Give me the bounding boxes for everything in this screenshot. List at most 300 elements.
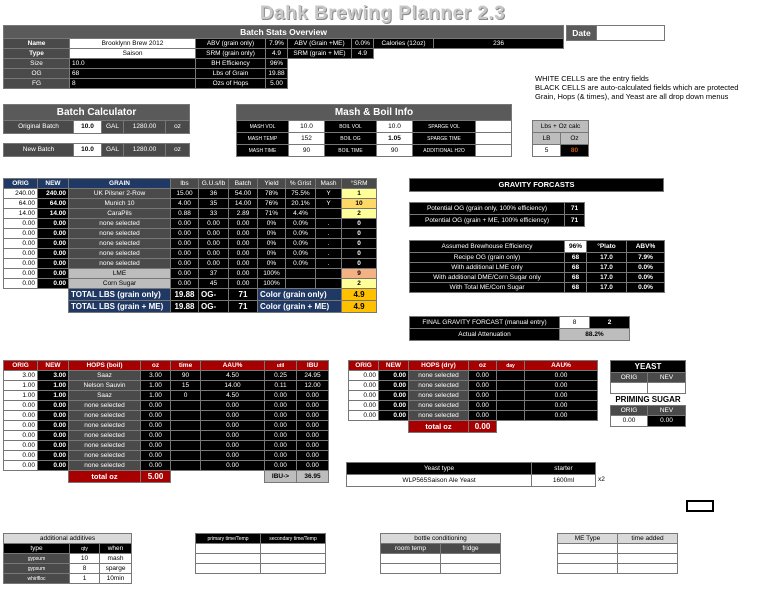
grain-new-value: 0.00: [38, 269, 69, 279]
hop-time-select[interactable]: [171, 411, 201, 421]
hop-new-value: 1.00: [38, 381, 69, 391]
col-header: type: [4, 544, 70, 554]
col-header: time: [171, 361, 201, 371]
grain-select[interactable]: none selected: [69, 259, 171, 269]
me-type-label: ME Type: [558, 534, 618, 544]
hop-select[interactable]: none selected: [69, 421, 141, 431]
grain-grist: 0.0%: [286, 229, 316, 239]
grain-grist: 0.0%: [286, 239, 316, 249]
spacer: [349, 421, 409, 433]
hops-total-label: total oz: [69, 471, 141, 483]
size-label: Size: [4, 59, 70, 69]
hop-time-select[interactable]: [171, 431, 201, 441]
grain-yield: 0%: [258, 239, 286, 249]
yeast-new-field[interactable]: [648, 383, 686, 394]
grain-lbs: 0.00: [171, 249, 199, 259]
hop-select[interactable]: none selected: [69, 401, 141, 411]
additive-when-field[interactable]: mash: [100, 554, 132, 564]
grain-srm: 10: [342, 199, 377, 209]
total-me-label: TOTAL LBS (grain + ME): [69, 301, 171, 313]
mash-vol-field[interactable]: 10.0: [289, 121, 325, 133]
room-temp-field[interactable]: [381, 564, 441, 574]
additional-h2o-field[interactable]: [476, 145, 512, 157]
dry-orig-field[interactable]: 0.00: [349, 411, 379, 421]
me-time-field[interactable]: [618, 544, 678, 554]
grain-gu: 0.00: [199, 229, 229, 239]
grain-gu: 33: [199, 209, 229, 219]
original-oz-value: 1280.00: [124, 121, 166, 134]
grain-new-value: 0.00: [38, 279, 69, 289]
grain-yield: 100%: [258, 269, 286, 279]
hop-time-select[interactable]: [171, 421, 201, 431]
additive-row: [4, 554, 132, 564]
me-type-table: [557, 533, 678, 574]
hop-new-value: 3.00: [38, 371, 69, 381]
hop-time-select[interactable]: [171, 401, 201, 411]
gravity-og: 68: [565, 263, 587, 273]
hop-new-value: 0.00: [38, 431, 69, 441]
fermentation-table: [195, 533, 326, 574]
dry-header-row: [349, 361, 598, 371]
sparge-vol-field[interactable]: [476, 121, 512, 133]
priming-sugar-header: PRIMING SUGAR: [611, 394, 686, 406]
size-value: 10.0: [70, 59, 196, 69]
grain-select[interactable]: none selected: [69, 229, 171, 239]
hop-oz: 0.00: [141, 401, 171, 411]
mash-boil-table: [236, 104, 512, 157]
hop-orig-field[interactable]: 0.00: [4, 451, 38, 461]
dry-hop-select[interactable]: none selected: [409, 391, 469, 401]
grain-mash: [316, 209, 342, 219]
grain-srm: 0: [342, 249, 377, 259]
hop-select[interactable]: none selected: [69, 461, 141, 471]
grain-lbs: 0.88: [171, 209, 199, 219]
grain-orig-field[interactable]: 0.00: [4, 269, 38, 279]
oz-label: Oz: [561, 133, 589, 145]
instructions: [535, 74, 763, 101]
plato-header: °Plato: [587, 241, 627, 253]
dry-hop-select[interactable]: none selected: [409, 381, 469, 391]
dry-orig-field[interactable]: 0.00: [349, 381, 379, 391]
priming-orig-field[interactable]: 0.00: [611, 416, 648, 427]
yeast-orig-field[interactable]: [611, 383, 648, 394]
col-header: ORIG: [4, 179, 38, 189]
grain-header-row: [4, 179, 377, 189]
grain-batch: 0.00: [229, 249, 258, 259]
dry-hops-row: [349, 391, 598, 401]
dry-total-value: 0.00: [469, 421, 497, 433]
color-grain-label: Color (grain only): [258, 289, 342, 301]
grain-batch: 14.00: [229, 199, 258, 209]
grain-orig-field[interactable]: 0.00: [4, 249, 38, 259]
additive-qty-field[interactable]: 1: [70, 574, 100, 584]
room-temp-field[interactable]: [381, 554, 441, 564]
hops-row: [4, 401, 329, 411]
col-header: GRAIN: [69, 179, 171, 189]
grain-orig-field[interactable]: 0.00: [4, 219, 38, 229]
assumed-efficiency-field[interactable]: 96%: [565, 241, 587, 253]
srm-me-label: SRM (grain + ME): [288, 49, 352, 59]
fg-label: FG: [4, 79, 70, 89]
dry-hops-row: [349, 411, 598, 421]
grain-orig-field[interactable]: 64.00: [4, 199, 38, 209]
lb-field[interactable]: 5: [533, 145, 561, 157]
spacer: [4, 134, 190, 144]
col-header: Mash: [316, 179, 342, 189]
batch-stats-table: [3, 25, 564, 89]
potential-og-me-label: Potential OG (grain + ME, 100% efficiency): [410, 215, 565, 227]
grain-mash: .: [316, 249, 342, 259]
dry-aau: 0.00: [525, 401, 598, 411]
spacer: [288, 79, 564, 89]
col-header: oz: [141, 361, 171, 371]
gravity-row-label: With Total ME/Corn Sugar: [410, 283, 565, 293]
grain-mash: [316, 279, 342, 289]
spacer: [171, 471, 265, 483]
additives-header: additional additives: [4, 534, 132, 544]
hop-time-select[interactable]: [171, 461, 201, 471]
hop-ibu: 0.00: [297, 391, 329, 401]
starter-field[interactable]: 1600ml: [532, 475, 596, 487]
col-header: Batch: [229, 179, 258, 189]
gravity-plato: 17.0: [587, 283, 627, 293]
grain-yield: 76%: [258, 199, 286, 209]
grain-yield: 0%: [258, 219, 286, 229]
hop-orig-field[interactable]: 0.00: [4, 421, 38, 431]
hop-select[interactable]: Nelson Sauvin: [69, 381, 141, 391]
grain-select[interactable]: LME: [69, 269, 171, 279]
dry-aau: 0.00: [525, 371, 598, 381]
hop-select[interactable]: none selected: [69, 441, 141, 451]
og-value: 71: [229, 289, 258, 301]
additive-qty-field[interactable]: 10: [70, 554, 100, 564]
new-batch-field[interactable]: 10.0: [74, 144, 102, 157]
mash-time-label: MASH TIME: [237, 145, 289, 157]
grain-mash: .: [316, 239, 342, 249]
grain-srm: 0: [342, 229, 377, 239]
hops-row: [4, 421, 329, 431]
final-gravity-value: 2: [590, 317, 630, 329]
col-header: % Grist: [286, 179, 316, 189]
primary-temp-field[interactable]: [196, 544, 261, 554]
spacer: [288, 69, 564, 79]
hop-time-select[interactable]: 15: [171, 381, 201, 391]
col-header: AAU%: [525, 361, 598, 371]
grain-grist: 4.4%: [286, 209, 316, 219]
dry-orig-field[interactable]: 0.00: [349, 371, 379, 381]
selected-cell[interactable]: [686, 500, 714, 512]
additives-table: [3, 533, 132, 584]
me-time-label: time added: [618, 534, 678, 544]
boil-time-field[interactable]: 90: [377, 145, 413, 157]
hop-time-select[interactable]: 90: [171, 371, 201, 381]
dry-new-value: 0.00: [379, 411, 409, 421]
me-time-field[interactable]: [618, 564, 678, 574]
dry-hop-select[interactable]: none selected: [409, 401, 469, 411]
hop-aau: 14.00: [201, 381, 265, 391]
grain-new-value: 0.00: [38, 229, 69, 239]
dry-day: [497, 401, 525, 411]
note-line: BLACK CELLS are auto-calculated fields which are protected: [535, 83, 739, 92]
grain-lbs: 0.00: [171, 279, 199, 289]
grain-gu: 0.00: [199, 239, 229, 249]
dry-hop-select[interactable]: none selected: [409, 371, 469, 381]
me-time-field[interactable]: [618, 554, 678, 564]
hop-oz: 0.00: [141, 421, 171, 431]
hop-ibu: 12.00: [297, 381, 329, 391]
hop-orig-field[interactable]: 0.00: [4, 431, 38, 441]
yeast-type-field[interactable]: WLP565Saison Ale Yeast: [347, 475, 532, 487]
priming-orig-label: ORIG: [611, 406, 648, 416]
hop-orig-field[interactable]: 0.00: [4, 461, 38, 471]
srm-me-value: 4.9: [352, 49, 374, 59]
dry-day: [497, 411, 525, 421]
attenuation-value: 88.2%: [560, 329, 630, 341]
additional-h2o-label: ADDITIONAL H2O: [413, 145, 476, 157]
grain-select[interactable]: none selected: [69, 239, 171, 249]
name-field[interactable]: Brooklynn Brew 2012: [70, 39, 196, 49]
col-header: oz: [469, 361, 497, 371]
grain-orig-field[interactable]: 0.00: [4, 279, 38, 289]
dry-new-value: 0.00: [379, 381, 409, 391]
grain-lbs: 0.00: [171, 259, 199, 269]
gravity-plato: 17.0: [587, 263, 627, 273]
starter-multiplier-note: x2: [598, 476, 605, 483]
hops-row: [4, 391, 329, 401]
grain-select[interactable]: Corn Sugar: [69, 279, 171, 289]
additive-type-field[interactable]: whirlfloc: [4, 574, 70, 584]
hop-orig-field[interactable]: 0.00: [4, 401, 38, 411]
secondary-temp-field[interactable]: [261, 554, 326, 564]
grain-batch: 0.00: [229, 229, 258, 239]
col-header: °SRM: [342, 179, 377, 189]
hop-select[interactable]: none selected: [69, 411, 141, 421]
total-grain-label: TOTAL LBS (grain only): [69, 289, 171, 301]
lb-label: LB: [533, 133, 561, 145]
oz-label: oz: [166, 144, 190, 157]
dry-new-value: 0.00: [379, 391, 409, 401]
priming-new-value: 0.00: [648, 416, 686, 427]
lbs-oz-calc-header: Lbs + Oz calc: [533, 121, 589, 133]
hop-time-select[interactable]: [171, 451, 201, 461]
hop-oz: 0.00: [141, 431, 171, 441]
grain-mash: .: [316, 219, 342, 229]
starter-label: starter: [532, 463, 596, 475]
grain-orig-field[interactable]: 0.00: [4, 239, 38, 249]
priming-new-label: NEV: [648, 406, 686, 416]
fridge-field[interactable]: [441, 564, 501, 574]
gravity-header-table: [409, 178, 664, 192]
hop-time-select[interactable]: 0: [171, 391, 201, 401]
og-value: 68: [70, 69, 196, 79]
hop-util: 0.00: [265, 431, 297, 441]
col-header: lbs: [171, 179, 199, 189]
secondary-temp-field[interactable]: [261, 544, 326, 554]
hop-select[interactable]: none selected: [69, 431, 141, 441]
gravity-abv: 0.0%: [627, 283, 665, 293]
color-me-value: 4.9: [342, 301, 377, 313]
date-field[interactable]: [597, 26, 665, 41]
grain-grist: 20.1%: [286, 199, 316, 209]
hop-util: 0.00: [265, 461, 297, 471]
gravity-abv: 7.9%: [627, 253, 665, 263]
grain-batch: 2.89: [229, 209, 258, 219]
yeast-header: YEAST: [611, 361, 686, 373]
grain-new-value: 14.00: [38, 209, 69, 219]
grain-orig-field[interactable]: 240.00: [4, 189, 38, 199]
col-header: ORIG: [349, 361, 379, 371]
yeast-table: [610, 360, 686, 427]
grain-orig-field[interactable]: 14.00: [4, 209, 38, 219]
col-header: NEW: [38, 361, 69, 371]
boil-hops-table: [3, 360, 329, 483]
dry-day: [497, 381, 525, 391]
grain-lbs: 15.00: [171, 189, 199, 199]
hop-new-value: 0.00: [38, 421, 69, 431]
mash-boil-header: Mash & Boil Info: [237, 105, 512, 121]
grain-batch: 0.00: [229, 269, 258, 279]
hop-orig-field[interactable]: 1.00: [4, 381, 38, 391]
grain-batch: 0.00: [229, 279, 258, 289]
hop-util: 0.00: [265, 401, 297, 411]
hop-orig-field[interactable]: 1.00: [4, 391, 38, 401]
hop-select[interactable]: Saaz: [69, 391, 141, 401]
additive-type-field[interactable]: gypsum: [4, 554, 70, 564]
lbs-oz-calc-table: [532, 120, 589, 157]
hop-new-value: 1.00: [38, 391, 69, 401]
grain-lbs: 4.00: [171, 199, 199, 209]
hop-time-select[interactable]: [171, 441, 201, 451]
col-header: AAU%: [201, 361, 265, 371]
gravity-plato: 17.0: [587, 273, 627, 283]
grain-table: [3, 178, 377, 313]
hop-ibu: 0.00: [297, 451, 329, 461]
grain-select[interactable]: none selected: [69, 219, 171, 229]
hop-util: 0.00: [265, 391, 297, 401]
hops-row: [4, 451, 329, 461]
me-type-field[interactable]: [558, 564, 618, 574]
total-grain-value: 19.88: [171, 289, 199, 301]
grain-gu: 0.00: [199, 259, 229, 269]
grain-row: [4, 269, 377, 279]
original-batch-label: Original Batch: [4, 121, 74, 134]
boil-og-field[interactable]: 1.05: [377, 133, 413, 145]
yeast-type-table: [346, 462, 596, 487]
dry-hops-row: [349, 371, 598, 381]
hops-row: [4, 441, 329, 451]
hop-oz: 1.00: [141, 381, 171, 391]
gravity-row: [410, 253, 665, 263]
hop-oz: 0.00: [141, 451, 171, 461]
final-gravity-field[interactable]: 8: [560, 317, 590, 329]
name-label: Name: [4, 39, 70, 49]
original-batch-field[interactable]: 10.0: [74, 121, 102, 134]
og-label: OG-: [199, 301, 229, 313]
col-header: util: [265, 361, 297, 371]
grain-batch: 0.00: [229, 239, 258, 249]
grain-new-value: 0.00: [38, 259, 69, 269]
gravity-row: [410, 283, 665, 293]
hop-oz: 1.00: [141, 391, 171, 401]
me-type-field[interactable]: [558, 544, 618, 554]
lbs-grain-value: 19.88: [266, 69, 288, 79]
type-field[interactable]: Saison: [70, 49, 196, 59]
grain-row: [4, 189, 377, 199]
grain-grist: 75.5%: [286, 189, 316, 199]
gravity-abv: 0.0%: [627, 273, 665, 283]
grain-select[interactable]: none selected: [69, 249, 171, 259]
col-header: day: [497, 361, 525, 371]
hop-orig-field[interactable]: 0.00: [4, 411, 38, 421]
additive-row: [4, 564, 132, 574]
secondary-temp-field[interactable]: [261, 564, 326, 574]
calories-value: 236: [434, 39, 564, 49]
mash-time-field[interactable]: 90: [289, 145, 325, 157]
boil-vol-field[interactable]: 10.0: [377, 121, 413, 133]
grain-mash: .: [316, 229, 342, 239]
dry-hop-select[interactable]: none selected: [409, 411, 469, 421]
grain-row: [4, 229, 377, 239]
hop-select[interactable]: none selected: [69, 451, 141, 461]
spacer: [4, 289, 69, 301]
grain-mash: Y: [316, 199, 342, 209]
me-type-field[interactable]: [558, 554, 618, 564]
grain-orig-field[interactable]: 0.00: [4, 229, 38, 239]
grain-select[interactable]: UK Pilsner 2-Row: [69, 189, 171, 199]
dry-aau: 0.00: [525, 381, 598, 391]
spacer: [434, 49, 564, 59]
dry-orig-field[interactable]: 0.00: [349, 401, 379, 411]
dry-aau: 0.00: [525, 411, 598, 421]
hop-new-value: 0.00: [38, 401, 69, 411]
grain-row: [4, 249, 377, 259]
additive-row: [4, 574, 132, 584]
grain-grist: 0.0%: [286, 259, 316, 269]
additive-when-field[interactable]: sparge: [100, 564, 132, 574]
fridge-field[interactable]: [441, 554, 501, 564]
grain-row: [4, 209, 377, 219]
gravity-plato: 17.0: [587, 253, 627, 263]
note-line: WHITE CELLS are the entry fields: [535, 74, 649, 83]
hop-orig-field[interactable]: 3.00: [4, 371, 38, 381]
batch-calculator-header: Batch Calculator: [4, 105, 190, 121]
grain-orig-field[interactable]: 0.00: [4, 259, 38, 269]
primary-temp-field[interactable]: [196, 564, 261, 574]
additive-when-field[interactable]: 10min: [100, 574, 132, 584]
additive-type-field[interactable]: gypsum: [4, 564, 70, 574]
hop-oz: 0.00: [141, 461, 171, 471]
hop-aau: 0.00: [201, 401, 265, 411]
hop-orig-field[interactable]: 0.00: [4, 441, 38, 451]
grain-select[interactable]: Munich 10: [69, 199, 171, 209]
sparge-time-field[interactable]: [476, 133, 512, 145]
hops-row: [4, 381, 329, 391]
grain-yield: 0%: [258, 229, 286, 239]
hop-select[interactable]: Saaz: [69, 371, 141, 381]
hops-header-row: [4, 361, 329, 371]
grain-select[interactable]: CaraPils: [69, 209, 171, 219]
dry-orig-field[interactable]: 0.00: [349, 391, 379, 401]
dry-oz: 0.00: [469, 371, 497, 381]
yeast-orig-label: ORIG: [611, 373, 648, 383]
grain-new-value: 0.00: [38, 219, 69, 229]
hop-util: 0.00: [265, 451, 297, 461]
mash-temp-field[interactable]: 152: [289, 133, 325, 145]
primary-temp-field[interactable]: [196, 554, 261, 564]
page-title: Dahk Brewing Planner 2.3: [259, 3, 506, 24]
hop-ibu: 0.00: [297, 441, 329, 451]
additive-qty-field[interactable]: 8: [70, 564, 100, 574]
